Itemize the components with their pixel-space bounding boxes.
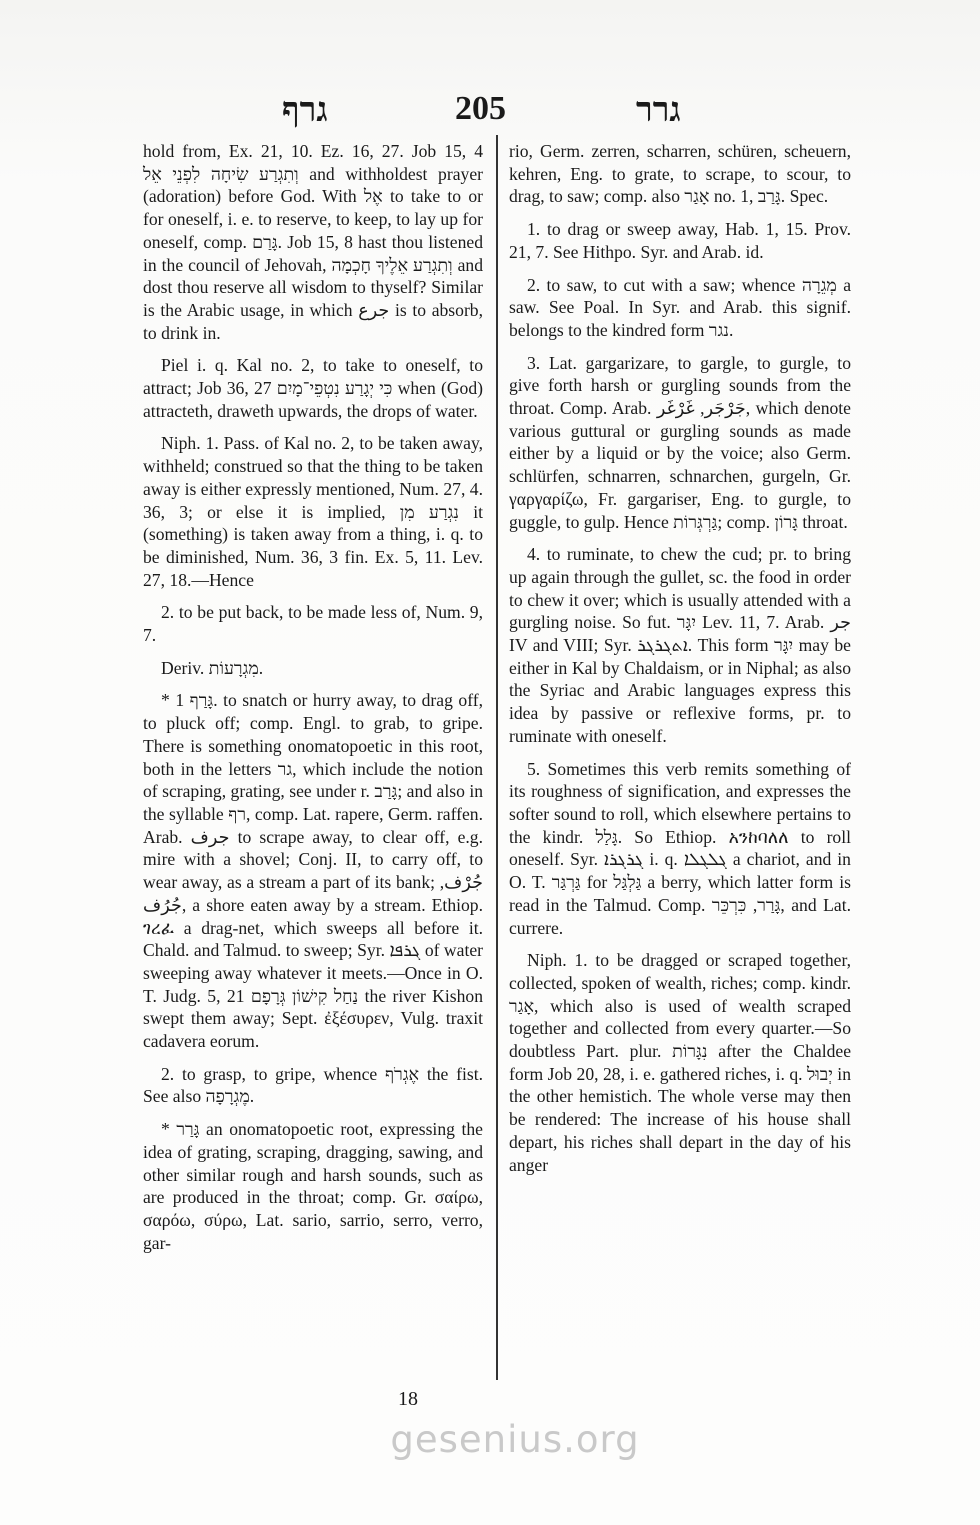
entry-paragraph: rio, Germ. zerren, scharren, schüren, scheuern, kehren, Eng. to grate, to scrape, to scour, to drag, to saw; comp. also אָגַר no. 1, גָּרַב. Spec. — [509, 141, 851, 207]
column-divider — [496, 135, 498, 1380]
entry-paragraph: 5. Sometimes this verb remits something of its roughness of signification, and expresses the softer sound to roll, which elsewhere pertains to the kindr. גָּלַל. So Ethiop. አንከባለለ to roll oneself. Syr. ܓܪܓܪܐ i. q. ܓܠܓܠܐ a chariot, and in O. T. גַּרְגַּר for גַּלְגַּל a berry, which latter form is read in the Talmud. Comp. גָּרַר, כִּרְכֵּר, and Lat. currere. — [509, 758, 852, 938]
right-column — [509, 140, 851, 1186]
entry-paragraph: Niph. 1. Pass. of Kal no. 2, to be taken away, withheld; construed so that the thing to be taken away is either expressly mentioned, Num. 27, 4. 36, 3; or else it is implied, נִגְרַע מִן it (something) is taken away from a thing, i. q. to be diminished, Num. 36, 3 fin. Ex. 5, 11. Lev. 27, 18.—Hence — [143, 433, 483, 590]
entry-paragraph: 3. Lat. gargarizare, to gargle, to gurgle, to give forth harsh or gurgling sounds from the throat. Comp. Arab. جَرْجَر, غَرْغَر, which denote various guttural or gurgling sounds as made either by a liquid or by the voice; also Germ. schlürfen, schnarren, schnarchen, gurgeln, Gr. γαργαρίζω, Fr. gargariser, Eng. to gurgle, to guggle, to gulp. Hence גַּרְגְּרוֹת; comp. גָּרוֹן throat. — [509, 352, 851, 532]
entry-paragraph: 4. to ruminate, to chew the cud; pr. to bring up again through the gullet, sc. the food in order to chew it over; which is usually attended with a gurgling noise. So fut. יִגָּר Lev. 11, 7. Arab. جر IV and VIII; Syr. ܐܬܓܪܓܪ. This form יִגָּר may be either in Kal by Chaldaism, or in Niphal; as also the Syriac and Arabic languages express this idea by passive or reflexive forms, pr. to ruminate with oneself. — [509, 544, 851, 746]
entry-paragraph: * גָּרַף 1. to snatch or hurry away, to drag off, to pluck off; comp. Engl. to grab, to gripe. There is something onomatopoetic in this root, both in the letters גר, which include the notion of scraping, grating, see under r. גָּרַב; and also in the syllable רף, comp. Lat. rapere, Germ. raffen. Arab. جرف to scrape away, to clear off, e.g. mire with a shovel; Conj. II, to carry off, to wear away, as a stream a part of its bank; جُرْف, جُرُف, a shore eaten away by a stream. Ethiop. ገረፈ a drag-net, which sweeps all before it. Chald. and Talmud. to sweep; Syr. ܓܪܦܐ of water sweeping away whatever it meets.—Once in O. T. Judg. 5, 21 נַחַל קִישׁוֹן גְּרָפָם the river Kishon swept them away; Sept. ἐξέσυρεν, Vulg. traxit cadavera eorum. — [143, 690, 484, 1052]
entry-paragraph: 2. to saw, to cut with a saw; whence מְגֵרָה a saw. See Poal. In Syr. and Arab. this signif. belongs to the kindred form נגר. — [509, 274, 851, 340]
entry-paragraph: Niph. 1. to be dragged or scraped together, collected, spoken of wealth, riches; comp. kindr. אָגַר, which also is used of wealth scraped together and collected from every quarter.—So doubtless Part. plur. נִגָּרוֹת after the Chaldee form Job 20, 28, i. e. gathered riches, i. q. יְבוּל in the other hemistich. The whole verse may then be rendered: The increase of his house shall depart, his riches shall depart in the day of his anger — [509, 950, 852, 1175]
entry-paragraph: hold from, Ex. 21, 10. Ez. 16, 27. Job 15, 4 וְתִגְרַע שִׂיחָה לִפְנֵי אֵל and withholdest prayer (adoration) before God. With אֶל to take to or for oneself, i. e. to reserve, to keep, to lay up for oneself, comp. גָּרַם. Job 15, 8 hast thou listened in the council of Jehovah, וְתִגְרַע אֵלֶיךָ חָכְמָה and dost thou reserve all wisdom to thyself? Similar is the Arabic usage, in which جرع is to absorb, to drink in. — [143, 141, 484, 343]
left-column — [143, 140, 483, 1264]
entry-paragraph: Deriv. מִגְרָעוֹת. — [161, 657, 264, 678]
header-left-word: גרף — [282, 90, 328, 130]
entry-paragraph: 2. to be put back, to be made less of, Num. 9, 7. — [143, 602, 483, 646]
signature-mark: 18 — [398, 1388, 418, 1410]
entry-paragraph: * גָּרַר an onomatopoetic root, expressing the idea of grating, scraping, dragging, sawing, and other similar rough and harsh sounds, such as are produced in the throat; comp. Gr. σαίρω, σαρόω, σύρω, Lat. sario, sarrio, serro, verro, gar- — [143, 1119, 483, 1253]
entry-paragraph: 2. to grasp, to gripe, whence אֶגְרֹף the fist. See also מֶגְרָפָה. — [143, 1063, 483, 1107]
site-watermark[interactable]: gesenius.org — [390, 1418, 640, 1461]
header-right-word: גרר — [636, 90, 681, 130]
entry-paragraph: Piel i. q. Kal no. 2, to take to oneself, to attract; Job 36, 27 כִּי יְגָרַע נִטְפֵי־מָיִם when (God) attracteth, draweth upwards, the drops of water. — [143, 355, 483, 421]
entry-paragraph: 1. to drag or sweep away, Hab. 1, 15. Prov. 21, 7. See Hithpo. Syr. and Arab. id. — [509, 219, 851, 262]
page-number: 205 — [455, 90, 506, 127]
